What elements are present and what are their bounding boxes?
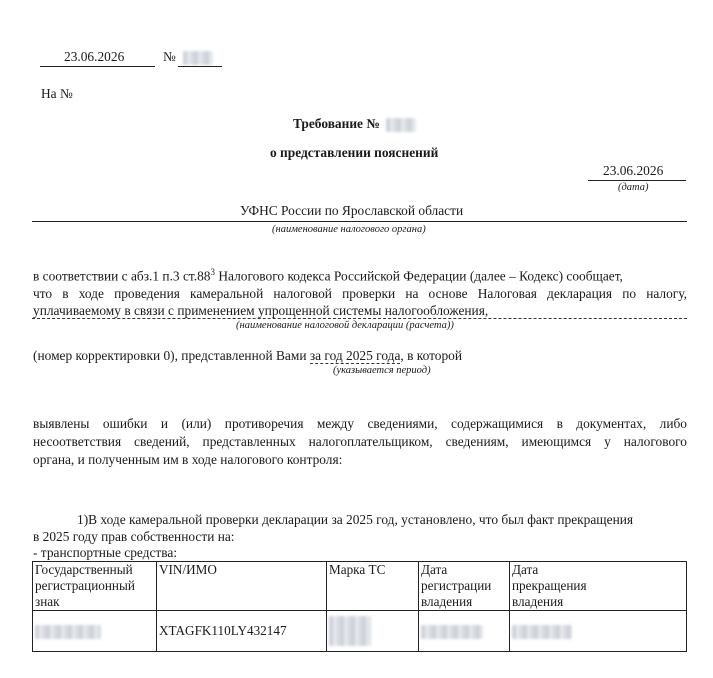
col-header-line: прекращения <box>512 578 587 593</box>
cell-end-date <box>510 611 687 652</box>
paragraph1-line1-rest: Налогового кодекса Российской Федерации (далее – Кодекс) сообщает, <box>215 268 623 284</box>
vehicles-table <box>32 561 687 652</box>
finding-line2: в 2025 году прав собственности на: <box>33 529 235 544</box>
declaration-caption: (наименование налоговой декларации (расчета)) <box>236 320 454 331</box>
col-header-reg-plate <box>33 562 157 611</box>
cell-reg-plate <box>33 611 157 652</box>
doc-heading-text: Требование № <box>293 116 380 131</box>
document-number-underline <box>178 66 222 67</box>
col-header-line: Дата <box>421 562 448 577</box>
redacted-brand <box>329 616 371 646</box>
col-header-line: Дата <box>512 562 539 577</box>
document-number <box>163 49 213 65</box>
period-caption: (указывается период) <box>333 365 431 376</box>
col-header-line: Марка ТС <box>329 562 386 577</box>
col-header-end-date <box>510 562 687 611</box>
redacted-end-date <box>512 625 572 639</box>
article-superscript: 3 <box>210 267 215 277</box>
col-header-brand <box>327 562 419 611</box>
paragraph2-end: , в которой <box>400 348 463 363</box>
finding-line1: 1)В ходе камеральной проверки декларации за 2025 год, установлено, что был факт прекращения <box>77 512 634 527</box>
number-sign: № <box>163 49 176 64</box>
finding-line3: - транспортные средства: <box>33 545 178 560</box>
table-header-row <box>33 562 687 611</box>
to-label: На № <box>41 86 73 101</box>
doc-subheading: о представлении пояснений <box>270 145 439 160</box>
col-header-reg-date <box>419 562 510 611</box>
paragraph2-start: (номер корректировки 0), представленной Вами <box>33 348 310 363</box>
tax-authority-name: УФНС России по Ярославской области <box>240 203 464 218</box>
paragraph3-line1: выявлены ошибки и (или) противоречия между сведениями, содержащимися в документах, либо <box>33 416 687 431</box>
right-date-underline <box>588 180 686 181</box>
tax-authority-caption: (наименование налогового органа) <box>272 224 426 235</box>
col-header-vin <box>157 562 327 611</box>
paragraph3-line3: органа, и полученным им в ходе налогового контроля: <box>33 452 343 467</box>
col-header-line: знак <box>35 594 60 609</box>
col-header-line: регистрационный <box>35 578 135 593</box>
redacted-number <box>183 51 213 65</box>
declaration-dotted-line <box>32 318 687 319</box>
cell-reg-date <box>419 611 510 652</box>
col-header-line: владения <box>421 594 473 609</box>
document-date-value: 23.06.2026 <box>64 49 125 64</box>
paragraph2 <box>33 348 462 364</box>
paragraph1-line3: уплачиваемому в связи с применением упрощенной системы налогообложения, <box>33 303 489 318</box>
paragraph1-line2: что в ходе проведения камеральной налоговой проверки на основе Налоговая декларация по налогу, <box>33 286 687 301</box>
paragraph3-line2: несоответствия сведений, представленных налогоплательщиком, сведениям, имеющимся у налогового <box>33 434 687 449</box>
paragraph1-line1-start: в соответствии с абз.1 п.3 ст.88 <box>33 268 211 284</box>
col-header-line: регистрации <box>421 578 492 593</box>
document-date <box>64 49 124 65</box>
redacted-requirement-number <box>386 118 416 132</box>
table-row <box>33 611 687 652</box>
cell-vin: XTAGFK110LY432147 <box>157 611 327 652</box>
col-header-line: VIN/ИМО <box>159 562 217 577</box>
col-header-line: Государственный <box>35 562 133 577</box>
cell-brand <box>327 611 419 652</box>
redacted-reg-plate <box>35 625 101 639</box>
reporting-period: за год 2025 года <box>309 348 401 363</box>
doc-heading <box>293 116 416 132</box>
redacted-reg-date <box>421 625 483 639</box>
paragraph1-line1 <box>33 267 623 284</box>
right-date: 23.06.2026 <box>603 163 664 178</box>
document-date-underline <box>40 66 155 67</box>
col-header-line: владения <box>512 594 564 609</box>
right-date-caption: (дата) <box>618 182 649 193</box>
tax-authority-underline <box>32 221 687 222</box>
